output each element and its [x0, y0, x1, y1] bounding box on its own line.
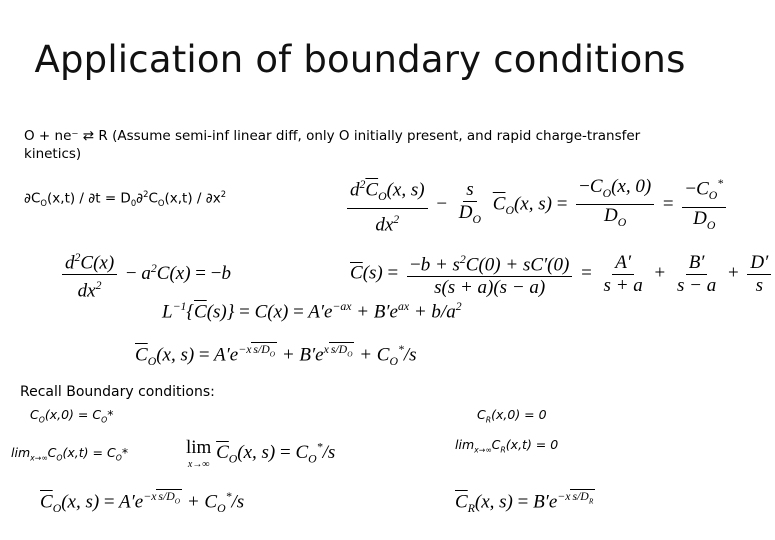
final-r-solution-equation: $\overline{C}_R(x$, $s) = B'e^{-x s/D_R}$	[455, 490, 594, 516]
bc-o-initial: $C_O(x,0) = C_O*$	[30, 407, 114, 425]
bc-r-initial: $C_R(x,0) = 0$	[477, 407, 547, 425]
fick-law-equation: $\partial C_O(x,t) / \partial t = D_0\partial^2C_O(x,t) / \partial x^2$	[24, 189, 227, 209]
partial-fraction-equation: $\overline{C}(s)$ = $\frac{-b + s^2C(0) + sC'(0)}{s(s + a)(s - a)}$ = $\frac{A'}{s + a}$ + $\frac{B'}{s - a}$ + $\frac{D'}{s}$	[350, 250, 775, 298]
bc-o-limit: $\lim_{x\to\infty}C_O(x,t) = C_O*$	[11, 445, 129, 463]
reaction-statement: O + ne⁻ ⇄ R (Assume semi-inf linear diff, only O initially present, and rapid charge-transfer kinetics)	[24, 128, 641, 162]
limit-transform-equation: lim x→∞ $\overline{C}_O(x$, $s) = C_O^*/s$	[186, 437, 336, 470]
page-title: Application of boundary conditions	[34, 38, 686, 81]
bc-r-limit: $\lim_{x\to\infty}C_R(x,t) = 0$	[455, 437, 559, 455]
inverse-laplace-equation: $L^{-1}\{\overline{C}(s)\} = C(x) = A'e^{-ax} + B'e^{ax} + b/a^2$	[162, 300, 462, 323]
generic-ode-equation: $\frac{d^2C(x)}{dx^2}$ − $a^2C(x) = -b$	[58, 248, 231, 302]
laplace-ode-equation: $\frac{d^2\overline{C}_O(x, s)}{dx^2}$ − $\frac{s}{D_O}$ $\overline{C}_O(x$, s) = $\frac{-C_O(x, 0)}{D_O}$ = $\frac{-C_O^*}{D_O}$	[343, 174, 730, 236]
transformed-solution-equation: $\overline{C}_O(x$, $s) = A'e^{-x s/D_O} + B'e^{x s/D_O} + C_O^*/s$	[135, 343, 417, 369]
final-o-solution-equation: $\overline{C}_O(x$, $s) = A'e^{-x s/D_O} + C_O^*/s$	[40, 490, 245, 516]
recall-heading: Recall Boundary conditions:	[20, 384, 215, 400]
